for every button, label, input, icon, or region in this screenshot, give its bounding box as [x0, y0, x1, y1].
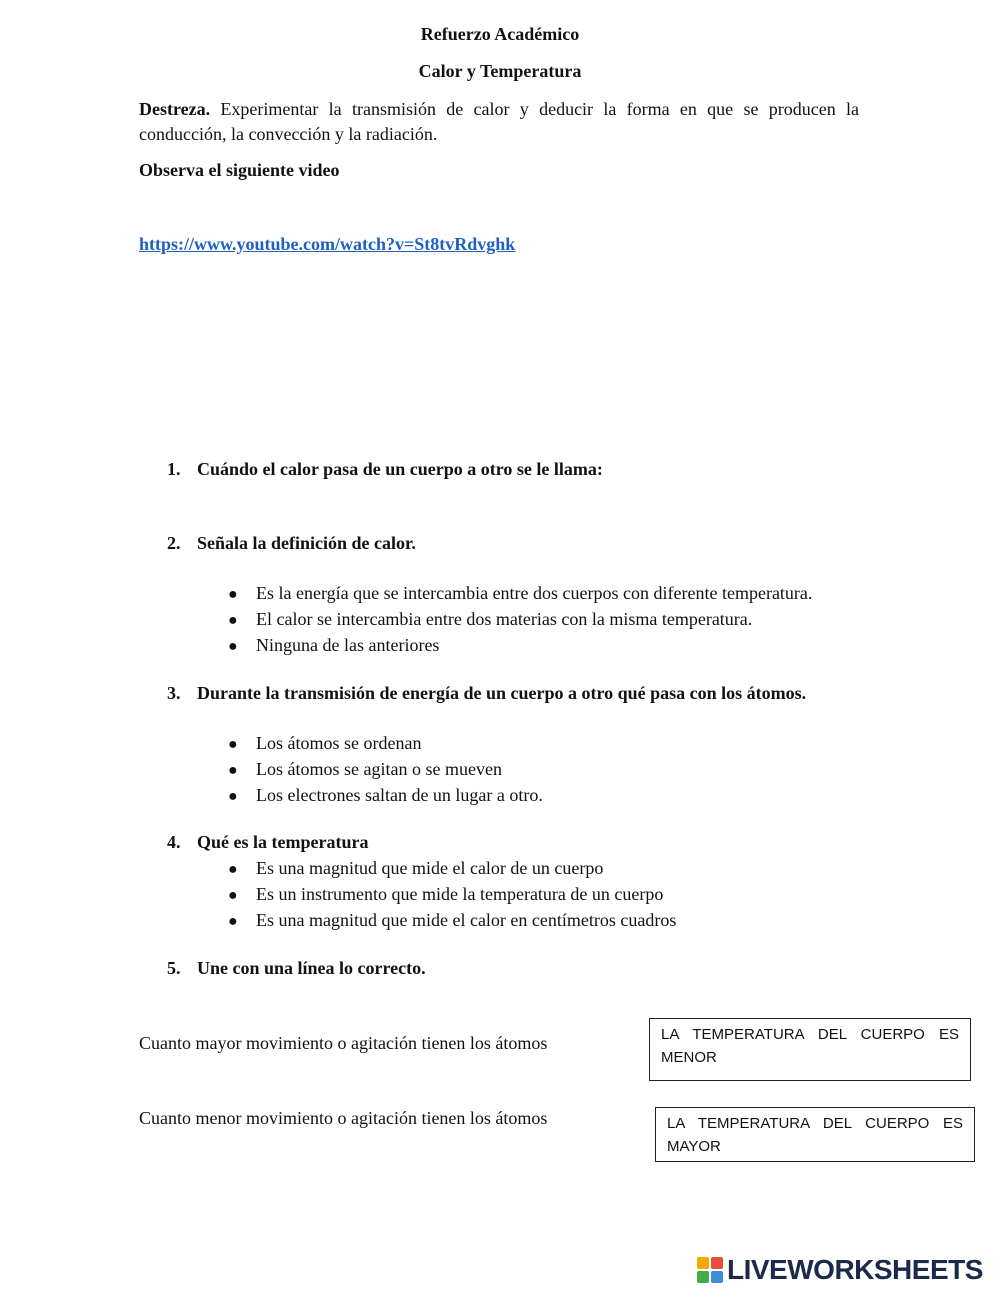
question-number: 4. — [167, 832, 181, 852]
question-number: 3. — [167, 683, 181, 703]
liveworksheets-logo — [697, 1254, 983, 1286]
video-link[interactable]: https://www.youtube.com/watch?v=St8tvRdvghk — [139, 234, 516, 254]
option-item[interactable] — [228, 785, 543, 806]
option-item[interactable] — [228, 609, 752, 630]
match-right-box-2[interactable]: LA TEMPERATURA DEL CUERPO ES MAYOR — [655, 1107, 975, 1162]
question-5 — [167, 958, 426, 979]
question-text: Señala la definición de calor. — [197, 533, 416, 553]
option-text: Es una magnitud que mide el calor de un cuerpo — [256, 858, 604, 878]
option-text: Es la energía que se intercambia entre dos cuerpos con diferente temperatura. — [256, 583, 813, 603]
option-text: Los electrones saltan de un lugar a otro. — [256, 785, 543, 805]
video-instruction: Observa el siguiente video — [139, 160, 340, 180]
bullet-icon: ● — [228, 861, 238, 878]
destreza-label: Destreza. — [139, 99, 211, 119]
match-right-box-1[interactable]: LA TEMPERATURA DEL CUERPO ES MENOR — [649, 1018, 971, 1081]
question-number: 1. — [167, 459, 181, 479]
question-text: Une con una línea lo correcto. — [197, 958, 426, 978]
bullet-icon: ● — [228, 887, 238, 904]
bullet-icon: ● — [228, 913, 238, 930]
destreza-paragraph — [139, 97, 859, 147]
page-subtitle: Calor y Temperatura — [418, 61, 582, 81]
bullet-icon: ● — [228, 736, 238, 753]
option-item[interactable] — [228, 635, 439, 656]
bullet-icon: ● — [228, 586, 238, 603]
question-2 — [167, 533, 416, 554]
question-3 — [167, 683, 806, 704]
liveworksheets-logo-icon — [697, 1257, 723, 1283]
page-title: Refuerzo Académico — [420, 24, 580, 44]
question-number: 2. — [167, 533, 181, 553]
option-text: Los átomos se agitan o se mueven — [256, 759, 502, 779]
option-text: El calor se intercambia entre dos materias con la misma temperatura. — [256, 609, 753, 629]
bullet-icon: ● — [228, 788, 238, 805]
destreza-text: Experimentar la transmisión de calor y deducir la forma en que se producen la conducción, la convección y la radiación. — [139, 99, 859, 144]
match-left-item-2[interactable]: Cuanto menor movimiento o agitación tienen los átomos — [139, 1108, 548, 1128]
option-item[interactable] — [228, 583, 812, 604]
option-item[interactable] — [228, 733, 421, 754]
option-item[interactable] — [228, 858, 603, 879]
option-text: Ninguna de las anteriores — [256, 635, 440, 655]
question-number: 5. — [167, 958, 181, 978]
question-1 — [167, 459, 603, 480]
bullet-icon: ● — [228, 612, 238, 629]
bullet-icon: ● — [228, 638, 238, 655]
option-text: Los átomos se ordenan — [256, 733, 422, 753]
question-text: Durante la transmisión de energía de un cuerpo a otro qué pasa con los átomos. — [197, 683, 807, 703]
option-item[interactable] — [228, 884, 663, 905]
option-text: Es una magnitud que mide el calor en centímetros cuadros — [256, 910, 677, 930]
logo-text: LIVEWORKSHEETS — [727, 1254, 983, 1285]
question-4 — [167, 832, 368, 853]
question-text: Cuándo el calor pasa de un cuerpo a otro se le llama: — [197, 459, 603, 479]
match-left-item-1[interactable]: Cuanto mayor movimiento o agitación tienen los átomos — [139, 1033, 548, 1053]
question-text: Qué es la temperatura — [197, 832, 369, 852]
option-item[interactable] — [228, 910, 676, 931]
option-item[interactable] — [228, 759, 502, 780]
bullet-icon: ● — [228, 762, 238, 779]
option-text: Es un instrumento que mide la temperatura de un cuerpo — [256, 884, 664, 904]
